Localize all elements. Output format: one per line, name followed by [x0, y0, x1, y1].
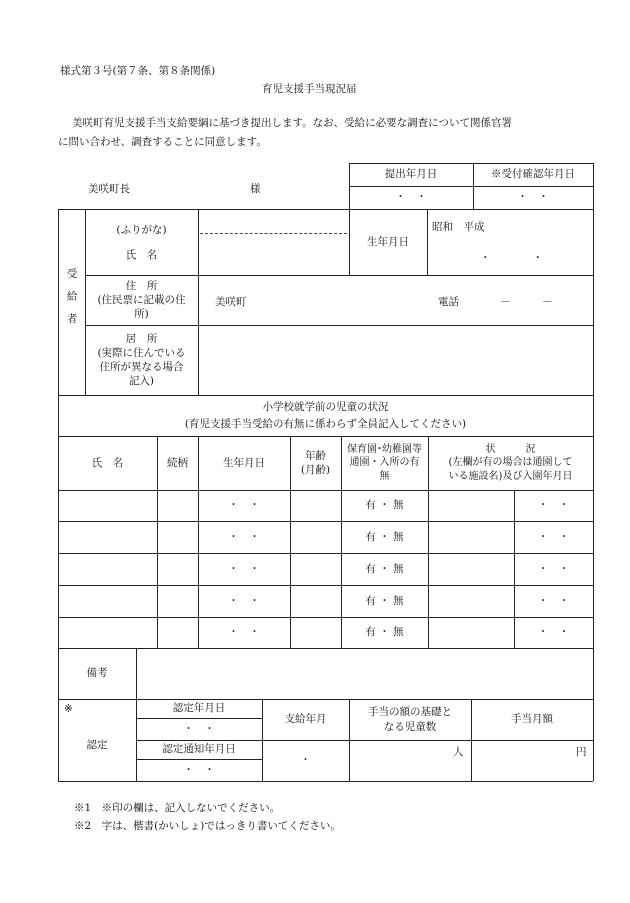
residence-field[interactable]: [200, 327, 591, 393]
col-header-age: 年齢 (月齢): [300, 449, 331, 476]
receipt-date-field[interactable]: ・ ・: [517, 191, 549, 204]
note-1: ※1 ※印の欄は、記入しないでください。: [74, 802, 281, 814]
cert-mark: ※: [64, 703, 73, 715]
child-entry-date[interactable]: ・ ・: [537, 594, 570, 607]
col-header-birthdate: 生年月日: [223, 456, 265, 469]
child-entry-date[interactable]: ・ ・: [537, 499, 570, 512]
child-entry-date[interactable]: ・ ・: [537, 530, 570, 543]
name-field[interactable]: [200, 236, 347, 274]
base-children-label: 手当の額の基礎と なる児童数: [368, 706, 452, 733]
cert-date-label: 認定年月日: [172, 702, 226, 715]
children-title: 小学校就学前の児童の状況: [262, 400, 389, 413]
furigana-label: (ふりがな): [116, 223, 167, 236]
phone-label: 電話: [438, 296, 459, 308]
child-nursery-choice[interactable]: 有 ・ 無: [365, 562, 404, 575]
name-label: 氏 名: [125, 248, 158, 261]
address-value[interactable]: 美咲町: [215, 296, 247, 308]
form-title: 育児支援手当現況届: [262, 83, 357, 95]
child-birthdate[interactable]: ・ ・: [228, 626, 260, 639]
child-birthdate[interactable]: ・ ・: [228, 530, 260, 543]
child-birthdate[interactable]: ・ ・: [228, 499, 260, 512]
child-birthdate[interactable]: ・ ・: [228, 562, 260, 575]
child-entry-date[interactable]: ・ ・: [537, 562, 570, 575]
child-entry-date[interactable]: ・ ・: [537, 626, 570, 639]
payment-month-field[interactable]: ・: [300, 754, 311, 767]
child-nursery-choice[interactable]: 有 ・ 無: [365, 626, 404, 639]
cert-date-field[interactable]: ・ ・: [183, 722, 215, 735]
notice-date-field[interactable]: ・ ・: [183, 763, 215, 776]
birthdate-field[interactable]: ・ ・: [480, 252, 543, 264]
col-header-relation: 続柄: [167, 456, 188, 469]
note-2: ※2 字は、楷書(かいしょ)ではっきり書いてください。: [74, 820, 341, 832]
residence-label: 居 所 (実際に住んでいる 住所が異なる場合 記入): [97, 332, 186, 388]
monthly-amount-label: 手当月額: [511, 713, 553, 726]
mayor-label: 美咲町長: [88, 183, 130, 195]
cert-label: 認定: [86, 738, 108, 751]
furigana-field[interactable]: [200, 211, 347, 232]
child-nursery-choice[interactable]: 有 ・ 無: [365, 499, 404, 512]
child-birthdate[interactable]: ・ ・: [228, 594, 260, 607]
submit-date-field[interactable]: ・ ・: [395, 191, 427, 204]
intro-line-1: 美咲町育児支援手当支給要綱に基づき提出します。なお、受給に必要な調査について関係官署: [72, 117, 512, 129]
amount-unit: 円: [576, 746, 587, 758]
era-label: 昭和 平成: [432, 221, 485, 233]
form-number: 様式第３号(第７条、第８条関係): [60, 65, 216, 77]
sama-label: 様: [250, 183, 261, 195]
notice-date-label: 認定通知年月日: [162, 743, 236, 756]
receipt-date-label: ※受付確認年月日: [491, 168, 575, 181]
remarks-field[interactable]: [138, 650, 591, 697]
children-subtitle: (育児支援手当受給の有無に係わらず全員記入してください): [184, 417, 467, 430]
child-nursery-choice[interactable]: 有 ・ 無: [365, 594, 404, 607]
col-header-name: 氏 名: [91, 456, 124, 469]
col-header-status: 状 況 (左欄が有の場合は通園して いる施設名)及び入園年月日: [448, 443, 573, 482]
address-label: 住 所 (住民票に記載の住 所): [97, 279, 186, 321]
birthdate-label: 生年月日: [367, 235, 409, 248]
submit-date-label: 提出年月日: [384, 168, 438, 181]
children-unit: 人: [453, 746, 464, 758]
recipient-section-label: 受給者: [65, 268, 78, 336]
phone-field[interactable]: － －: [500, 296, 553, 308]
payment-month-label: 支給年月: [284, 713, 327, 726]
remarks-label: 備考: [86, 667, 108, 680]
child-nursery-choice[interactable]: 有 ・ 無: [365, 530, 404, 543]
intro-line-2: に問い合わせ、調査することに同意します。: [58, 136, 267, 148]
col-header-nursery: 保育園･幼稚園等 通園・入所の有 無: [347, 443, 422, 482]
